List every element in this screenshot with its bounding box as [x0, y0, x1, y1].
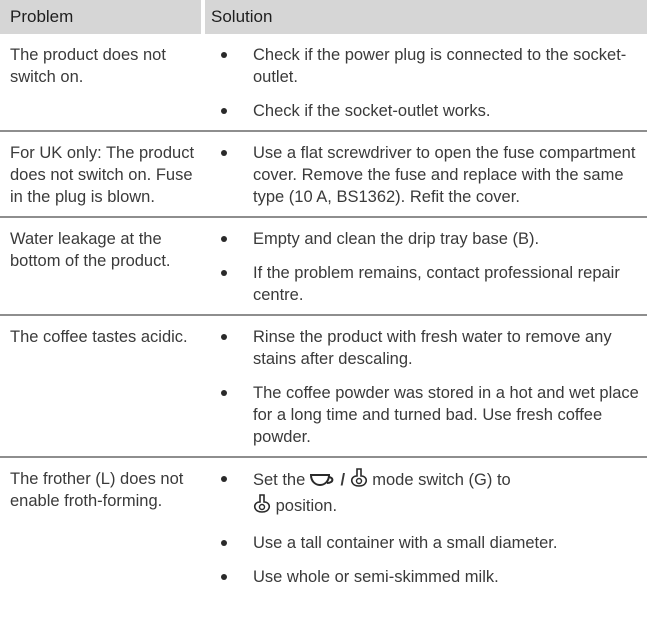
solution-cell: [203, 315, 647, 457]
bullet-icon: [221, 334, 227, 340]
solution-item: Use a flat screwdriver to open the fuse compartment cover. Remove the fuse and replace with the same type (10 A, BS1362). Refit the cover.: [219, 142, 639, 208]
table-row: [0, 457, 647, 602]
problem-cell: The coffee tastes acidic.: [10, 328, 188, 346]
steam-icon: [253, 494, 271, 520]
header-problem: Problem: [0, 0, 203, 34]
solution-item: If the problem remains, contact professional repair centre.: [219, 262, 639, 306]
solution-cell: [203, 457, 647, 602]
coffee-cup-icon: [310, 472, 336, 494]
problem-cell: For UK only: The product does not switch on. Fuse in the plug is blown.: [10, 144, 195, 206]
solution-cell: [203, 131, 647, 217]
solution-item: Use whole or semi-skimmed milk.: [219, 566, 639, 588]
solution-item: Set the / mode switch (G) to position.: [219, 468, 639, 520]
bullet-icon: [221, 270, 227, 276]
problem-cell: The product does not switch on.: [10, 46, 166, 86]
table-header-row: [0, 0, 647, 34]
table-row: [0, 34, 647, 131]
bullet-icon: [221, 108, 227, 114]
problem-cell: The frother (L) does not enable froth-forming.: [10, 470, 184, 510]
solution-item: Rinse the product with fresh water to remove any stains after descaling.: [219, 326, 639, 370]
solution-item: The coffee powder was stored in a hot and wet place for a long time and turned bad. Use fresh coffee powder.: [219, 382, 639, 448]
bullet-icon: [221, 390, 227, 396]
solution-cell: [203, 217, 647, 315]
solution-cell: [203, 34, 647, 131]
table-row: [0, 217, 647, 315]
bullet-icon: [221, 52, 227, 58]
solution-item: Check if the power plug is connected to the socket-outlet.: [219, 44, 639, 88]
bullet-icon: [221, 236, 227, 242]
steam-icon: [350, 468, 368, 494]
bullet-icon: [221, 540, 227, 546]
bullet-icon: [221, 476, 227, 482]
bullet-icon: [221, 150, 227, 156]
problem-cell: Water leakage at the bottom of the product.: [10, 230, 171, 270]
table-row: [0, 131, 647, 217]
header-solution: Solution: [203, 0, 647, 34]
solution-item: Empty and clean the drip tray base (B).: [219, 228, 639, 250]
table-row: [0, 315, 647, 457]
solution-item: Check if the socket-outlet works.: [219, 100, 639, 122]
bullet-icon: [221, 574, 227, 580]
solution-item: Use a tall container with a small diameter.: [219, 532, 639, 554]
